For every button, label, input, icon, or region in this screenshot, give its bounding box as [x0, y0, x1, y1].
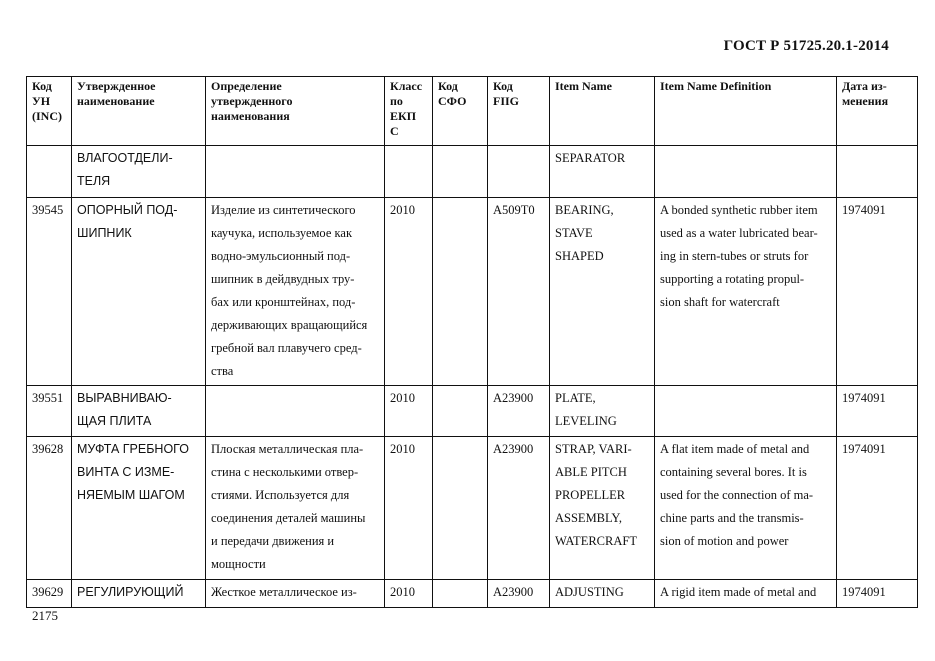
cell-item-name-definition: A flat item made of metal and containing several bores. It is used for the connection of ma- chine parts and the transmis- sion of motion and power — [655, 437, 837, 580]
cell-inc: 39551 — [27, 386, 72, 437]
cell-fiig-code — [488, 146, 550, 198]
cell-ekps-class: 2010 — [385, 580, 433, 608]
header-item-name: Item Name — [550, 77, 655, 146]
cell-inc — [27, 146, 72, 198]
header-item-name-definition: Item Name Definition — [655, 77, 837, 146]
table-header-row — [27, 77, 918, 146]
cell-definition: Плоская металлическая пла- стина с несколькими отвер- стиями. Используется для соединения деталей машины и передачи движения и мощности — [206, 437, 385, 580]
cell-change-date: 1974091 — [837, 437, 918, 580]
cell-approved-name: МУФТА ГРЕБНОГО ВИНТА С ИЗМЕ- НЯЕМЫМ ШАГОМ — [72, 437, 206, 580]
cell-fiig-code: A23900 — [488, 580, 550, 608]
cell-sfo-code — [433, 437, 488, 580]
table-row — [27, 386, 918, 437]
cell-sfo-code — [433, 580, 488, 608]
cell-change-date: 1974091 — [837, 198, 918, 386]
cell-definition — [206, 146, 385, 198]
header-definition: Определение утвержденного наименования — [206, 77, 385, 146]
cell-fiig-code: A23900 — [488, 437, 550, 580]
item-names-table — [26, 76, 918, 608]
cell-ekps-class: 2010 — [385, 386, 433, 437]
table-row — [27, 198, 918, 386]
document-code-header: ГОСТ Р 51725.20.1-2014 — [723, 38, 889, 54]
cell-approved-name: ВЛАГООТДЕЛИ- ТЕЛЯ — [72, 146, 206, 198]
cell-item-name-definition — [655, 386, 837, 437]
cell-ekps-class: 2010 — [385, 437, 433, 580]
cell-inc: 39629 — [27, 580, 72, 608]
cell-approved-name: ОПОРНЫЙ ПОД- ШИПНИК — [72, 198, 206, 386]
cell-definition — [206, 386, 385, 437]
cell-fiig-code: A509T0 — [488, 198, 550, 386]
cell-approved-name: РЕГУЛИРУЮЩИЙ — [72, 580, 206, 608]
table-row — [27, 580, 918, 608]
cell-change-date: 1974091 — [837, 386, 918, 437]
header-ekps-class: Класс по ЕКП С — [385, 77, 433, 146]
cell-item-name-definition — [655, 146, 837, 198]
table-row — [27, 437, 918, 580]
cell-inc: 39628 — [27, 437, 72, 580]
cell-ekps-class: 2010 — [385, 198, 433, 386]
cell-definition: Жесткое металлическое из- — [206, 580, 385, 608]
header-sfo-code: Код СФО — [433, 77, 488, 146]
cell-item-name: BEARING, STAVE SHAPED — [550, 198, 655, 386]
cell-approved-name: ВЫРАВНИВАЮ- ЩАЯ ПЛИТА — [72, 386, 206, 437]
cell-fiig-code: A23900 — [488, 386, 550, 437]
cell-item-name: SEPARATOR — [550, 146, 655, 198]
cell-inc: 39545 — [27, 198, 72, 386]
cell-item-name-definition: A bonded synthetic rubber item used as a water lubricated bear- ing in stern-tubes or struts for supporting a rotating propul- sion shaft for watercraft — [655, 198, 837, 386]
cell-item-name: STRAP, VARI- ABLE PITCH PROPELLER ASSEMBLY, WATERCRAFT — [550, 437, 655, 580]
header-change-date: Дата из- менения — [837, 77, 918, 146]
cell-definition: Изделие из синтетического каучука, используемое как водно-эмульсионный под- шипник в дейдвудных тру- бах или кронштейнах, под- держивающих вращающийся гребной вал плавучего сред- ства — [206, 198, 385, 386]
table-row — [27, 146, 918, 198]
cell-sfo-code — [433, 386, 488, 437]
cell-change-date: 1974091 — [837, 580, 918, 608]
cell-item-name: PLATE, LEVELING — [550, 386, 655, 437]
cell-item-name-definition: A rigid item made of metal and — [655, 580, 837, 608]
header-fiig-code: Код FIIG — [488, 77, 550, 146]
cell-sfo-code — [433, 198, 488, 386]
page-number: 2175 — [32, 608, 58, 623]
header-inc: Код УН (INC) — [27, 77, 72, 146]
cell-change-date — [837, 146, 918, 198]
header-approved-name: Утвержденное наименование — [72, 77, 206, 146]
cell-ekps-class — [385, 146, 433, 198]
cell-item-name: ADJUSTING — [550, 580, 655, 608]
cell-sfo-code — [433, 146, 488, 198]
